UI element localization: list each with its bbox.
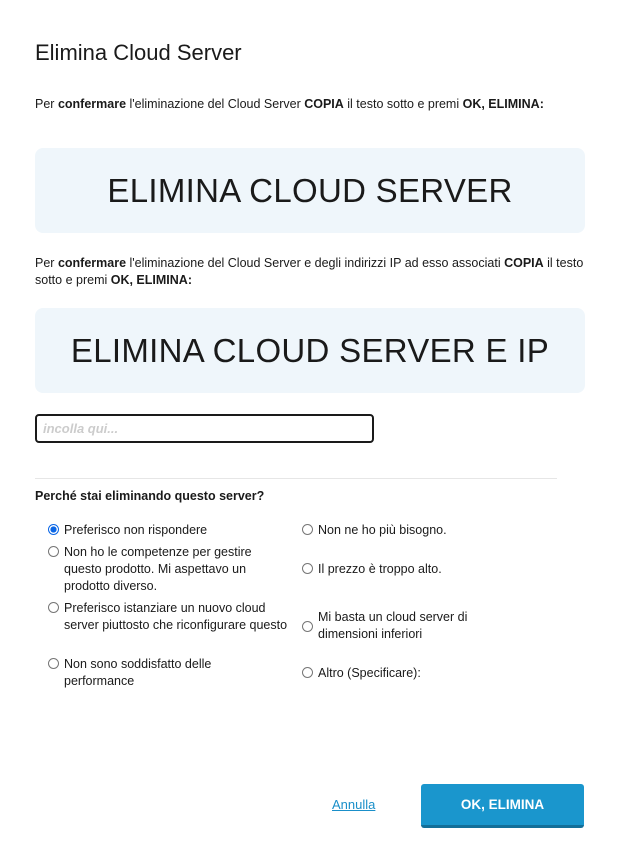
reason-option[interactable]: Non ho le competenze per gestire questo prodotto. Mi aspettavo un prodotto diverso. — [48, 544, 288, 595]
reason-option[interactable]: Non sono soddisfatto delle performance — [48, 656, 258, 690]
dialog-title: Elimina Cloud Server — [35, 40, 242, 65]
instruction-1: Per confermare l'eliminazione del Cloud Server COPIA il testo sotto e premi OK, ELIMINA: — [35, 97, 544, 111]
radio[interactable] — [302, 524, 313, 535]
ok-delete-button[interactable]: OK, ELIMINA — [421, 784, 584, 828]
paste-input[interactable] — [35, 414, 374, 443]
radio-checked[interactable] — [48, 524, 59, 535]
reason-option[interactable]: Preferisco istanziare un nuovo cloud server piuttosto che riconfigurare questo — [48, 600, 298, 634]
reason-option[interactable]: Preferisco non rispondere — [48, 522, 288, 539]
radio[interactable] — [48, 546, 59, 557]
radio[interactable] — [48, 602, 59, 613]
reason-option[interactable]: Il prezzo è troppo alto. — [302, 561, 542, 578]
phrase-server: ELIMINA CLOUD SERVER — [35, 148, 585, 233]
phrase-server-ip: ELIMINA CLOUD SERVER E IP — [35, 308, 585, 393]
radio[interactable] — [48, 658, 59, 669]
radio[interactable] — [302, 563, 313, 574]
reason-option[interactable]: Mi basta un cloud server di dimensioni inferiori — [302, 609, 502, 643]
cancel-link[interactable]: Annulla — [332, 797, 376, 812]
reason-option[interactable]: Non ne ho più bisogno. — [302, 522, 542, 539]
divider — [35, 478, 557, 479]
instruction-2: Per confermare l'eliminazione del Cloud Server e degli indirizzi IP ad esso associati COPIA il testo sotto e premi OK, ELIMINA: — [35, 256, 584, 287]
reason-option[interactable]: Altro (Specificare): — [302, 665, 542, 682]
radio[interactable] — [302, 667, 313, 678]
radio[interactable] — [302, 621, 313, 632]
reason-question: Perché stai eliminando questo server? — [35, 489, 265, 503]
